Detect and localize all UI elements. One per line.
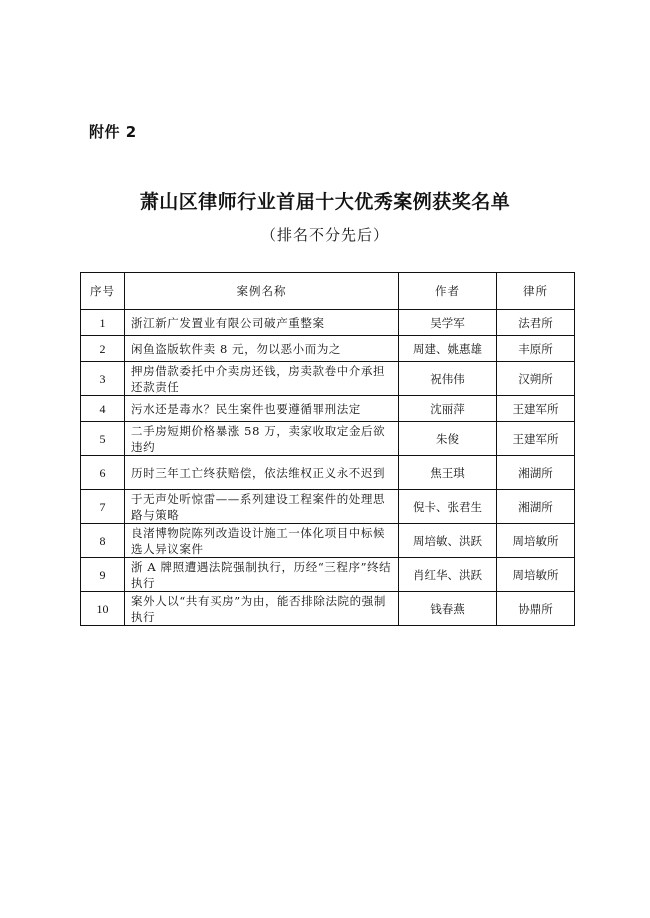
row-case-name: 污水还是毒水？民生案件也要遵循罪刑法定 [125,396,399,422]
row-law-firm: 湘湖所 [497,490,575,524]
row-law-firm: 汉朔所 [497,362,575,396]
table-row [81,490,575,524]
table-row [81,422,575,456]
row-case-name: 历时三年工亡终获赔偿，依法维权正义永不迟到 [125,456,399,490]
row-author: 周培敏、洪跃 [399,524,497,558]
row-serial-number: 9 [81,558,125,592]
row-serial-number: 2 [81,336,125,362]
header-author: 作者 [399,273,497,310]
row-serial-number: 3 [81,362,125,396]
row-law-firm: 协鼎所 [497,592,575,626]
row-case-name: 闲鱼盗版软件卖 8 元，勿以恶小而为之 [125,336,399,362]
row-serial-number: 10 [81,592,125,626]
row-author: 钱春燕 [399,592,497,626]
row-author: 沈丽萍 [399,396,497,422]
row-case-name: 于无声处听惊雷——系列建设工程案件的处理思路与策略 [125,490,399,524]
table-header-row [81,273,575,310]
table-row [81,336,575,362]
row-author: 祝伟伟 [399,362,497,396]
row-case-name: 案外人以“共有买房”为由，能否排除法院的强制执行 [125,592,399,626]
table-row [81,362,575,396]
header-law-firm: 律所 [497,273,575,310]
row-law-firm: 丰原所 [497,336,575,362]
row-serial-number: 4 [81,396,125,422]
table-row [81,524,575,558]
row-serial-number: 7 [81,490,125,524]
table-row [81,456,575,490]
row-serial-number: 6 [81,456,125,490]
row-case-name: 浙 A 牌照遭遇法院强制执行，历经“三程序”终结执行 [125,558,399,592]
table-row [81,310,575,336]
table-row [81,558,575,592]
row-law-firm: 法君所 [497,310,575,336]
document-subtitle: （排名不分先后） [260,226,389,244]
header-serial-number: 序号 [81,273,125,310]
header-case-name: 案例名称 [125,273,399,310]
row-case-name: 押房借款委托中介卖房还钱，房卖款卷中介承担还款责任 [125,362,399,396]
row-serial-number: 8 [81,524,125,558]
document-title: 萧山区律师行业首届十大优秀案例获奖名单 [139,191,511,213]
row-case-name: 良渚博物院陈列改造设计施工一体化项目中标候选人异议案件 [125,524,399,558]
row-author: 肖红华、洪跃 [399,558,497,592]
row-law-firm: 王建军所 [497,422,575,456]
row-author: 吴学军 [399,310,497,336]
row-serial-number: 5 [81,422,125,456]
row-author: 焦王琪 [399,456,497,490]
row-serial-number: 1 [81,310,125,336]
attachment-label: 附件 2 [89,123,137,141]
row-author: 朱俊 [399,422,497,456]
row-author: 周建、姚惠雄 [399,336,497,362]
row-author: 倪卡、张君生 [399,490,497,524]
row-law-firm: 王建军所 [497,396,575,422]
row-law-firm: 周培敏所 [497,524,575,558]
row-case-name: 二手房短期价格暴涨 58 万，卖家收取定金后欲违约 [125,422,399,456]
table-row [81,396,575,422]
table-row [81,592,575,626]
row-law-firm: 周培敏所 [497,558,575,592]
award-list-table [80,272,575,626]
row-case-name: 浙江新广发置业有限公司破产重整案 [125,310,399,336]
row-law-firm: 湘湖所 [497,456,575,490]
